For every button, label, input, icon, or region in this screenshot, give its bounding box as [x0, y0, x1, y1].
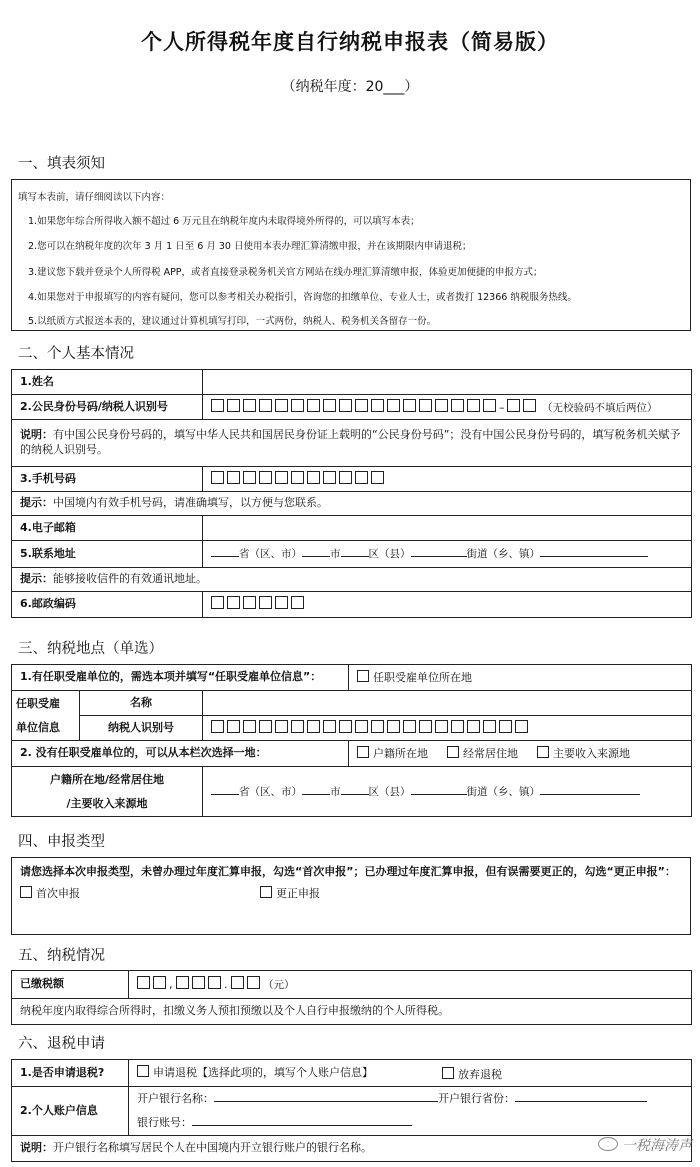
id-note: 说明：有中国公民身份号码的，填写中华人民共和国居民身份证上载明的“公民身份号码”；没有中国公民身份号码的，填写税务机关赋予的纳税人识别号。: [12, 420, 692, 467]
bank-name-input[interactable]: [214, 1091, 438, 1102]
bank-name-label: 开户银行名称：: [137, 1092, 214, 1105]
notice-item: 1.如果您年综合所得收入额不超过 6 万元且在纳税年度内未取得境外所得的，可以填写本表；: [28, 216, 420, 227]
id-label: 2.公民身份号码/纳税人识别号: [12, 395, 203, 420]
checkbox-icon[interactable]: [20, 886, 32, 898]
notice-box: [11, 179, 691, 331]
account-info-field: [129, 1087, 692, 1136]
section-5-heading: 五、纳税情况: [18, 948, 105, 964]
tax-paid-note: 纳税年度内取得综合所得时，扣缴义务人预扣预缴以及个人自行申报缴纳的个人所得税。: [12, 999, 692, 1025]
wechat-icon: [598, 1137, 618, 1151]
checkbox-icon[interactable]: [260, 886, 272, 898]
tax-paid-field[interactable]: , . （元）: [129, 971, 692, 999]
refund-note: 说明：开户银行名称填写居民个人在中国境内开立银行账户的银行名称。: [12, 1136, 692, 1162]
checkbox-icon[interactable]: [137, 1065, 149, 1077]
name-field[interactable]: [203, 370, 692, 395]
notice-item: 2.您可以在纳税年度的次年 3 月 1 日至 6 月 30 日使用本表办理汇算清缴申报，并在该期限内申请退税；: [28, 241, 472, 252]
place-option-1-label: 1.有任职受雇单位的，需选本项并填写“任职受雇单位信息”：: [12, 665, 349, 691]
phone-note: 提示：中国境内有效手机号码，请准确填写，以方便与您联系。: [12, 492, 692, 516]
employer-name-label: 名称: [80, 691, 203, 716]
filing-type-cell: [12, 858, 691, 935]
refund-table: [11, 1059, 692, 1162]
account-number-label: 银行账号：: [137, 1116, 192, 1129]
checkbox-icon[interactable]: [537, 746, 549, 758]
section-1-heading: 一、填表须知: [18, 156, 105, 172]
notice-item: 4.如果您对于申报填写的内容有疑问，您可以参考相关办税指引，咨询您的扣缴单位、专业人士，或者拨打 12366 纳税服务热线。: [28, 292, 577, 303]
place-address-field[interactable]: 省（区、市） 市 区（县） 街道（乡、镇）: [203, 767, 692, 817]
place-option-2-choices: [349, 741, 692, 767]
household-option[interactable]: 户籍所在地: [357, 747, 428, 760]
watermark: 一税海涛声: [598, 1135, 692, 1155]
first-filing-option[interactable]: 首次申报: [20, 883, 80, 905]
form-title: 个人所得税年度自行纳税申报表（简易版）: [141, 30, 559, 54]
zip-field[interactable]: [203, 592, 692, 618]
apply-refund-option[interactable]: 申请退税【选择此项的，填写个人账户信息】: [137, 1066, 373, 1079]
residence-option[interactable]: 经常居住地: [447, 747, 518, 760]
employer-tin-field[interactable]: [203, 716, 692, 741]
name-label: 1.姓名: [12, 370, 203, 395]
checkbox-icon[interactable]: [442, 1067, 454, 1079]
id-number-field[interactable]: [203, 395, 692, 420]
address-note: 提示：能够接收信件的有效通讯地址。: [12, 568, 692, 592]
zip-label: 6.邮政编码: [12, 592, 203, 618]
address-label: 5.联系地址: [12, 541, 203, 568]
tax-year-line: （纳税年度：20___）: [281, 79, 419, 95]
place-option-2-label: 2. 没有任职受雇单位的，可以从本栏次选择一地：: [12, 741, 349, 767]
filing-type-question: 请您选择本次申报类型，未曾办理过年度汇算申报，勾选“首次申报”；已办理过年度汇算申报，但有误需要更正的，勾选“更正申报”：: [20, 865, 676, 878]
tax-place-table: [11, 664, 692, 817]
checkbox-icon[interactable]: [357, 670, 369, 682]
section-4-heading: 四、申报类型: [18, 834, 105, 850]
employer-tin-label: 纳税人识别号: [80, 716, 203, 741]
bank-province-input[interactable]: [515, 1091, 647, 1102]
section-6-heading: 六、退税申请: [18, 1036, 105, 1052]
checkbox-icon[interactable]: [357, 746, 369, 758]
notice-item: 5.以纸质方式报送本表的，建议通过计算机填写打印，一式两份，纳税人、税务机关各留存一份。: [28, 316, 437, 327]
filing-type-table: [11, 857, 691, 935]
refund-options: [129, 1060, 692, 1087]
phone-label: 3.手机号码: [12, 467, 203, 492]
waive-refund-option[interactable]: 放弃退税: [442, 1067, 502, 1083]
employer-info-label: 任职受雇 单位信息: [12, 691, 80, 741]
phone-field[interactable]: [203, 467, 692, 492]
income-source-option[interactable]: 主要收入来源地: [537, 747, 630, 760]
notice-item: 3.建议您下载并登录个人所得税 APP，或者直接登录税务机关官方网站在线办理汇算清缴申报，体验更加便捷的申报方式；: [28, 267, 543, 278]
email-field[interactable]: [203, 516, 692, 541]
employer-name-field[interactable]: [203, 691, 692, 716]
tax-paid-label: 已缴税额: [12, 971, 129, 999]
notice-intro: 填写本表前，请仔细阅读以下内容：: [18, 192, 171, 203]
refund-apply-label: 1.是否申请退税?: [12, 1060, 129, 1087]
id-suffix: （无校验码不填后两位）: [542, 401, 658, 414]
tax-paid-table: [11, 970, 692, 1025]
place-address-label: 户籍所在地/经常居住地 /主要收入来源地: [12, 767, 203, 817]
checkbox-icon[interactable]: [447, 746, 459, 758]
section-3-heading: 三、纳税地点（单选）: [18, 641, 163, 657]
basic-info-table: [11, 369, 692, 618]
employer-location-option[interactable]: 任职受雇单位所在地: [349, 665, 692, 691]
section-2-heading: 二、个人基本情况: [18, 346, 134, 362]
bank-province-label: 开户银行省份：: [438, 1092, 515, 1105]
id-boxes: –: [211, 401, 542, 414]
corrected-filing-option[interactable]: 更正申报: [260, 883, 320, 905]
address-field[interactable]: 省（区、市） 市 区（县） 街道（乡、镇）: [203, 541, 692, 568]
email-label: 4.电子邮箱: [12, 516, 203, 541]
account-number-input[interactable]: [192, 1115, 412, 1126]
account-info-label: 2.个人账户信息: [12, 1087, 129, 1136]
